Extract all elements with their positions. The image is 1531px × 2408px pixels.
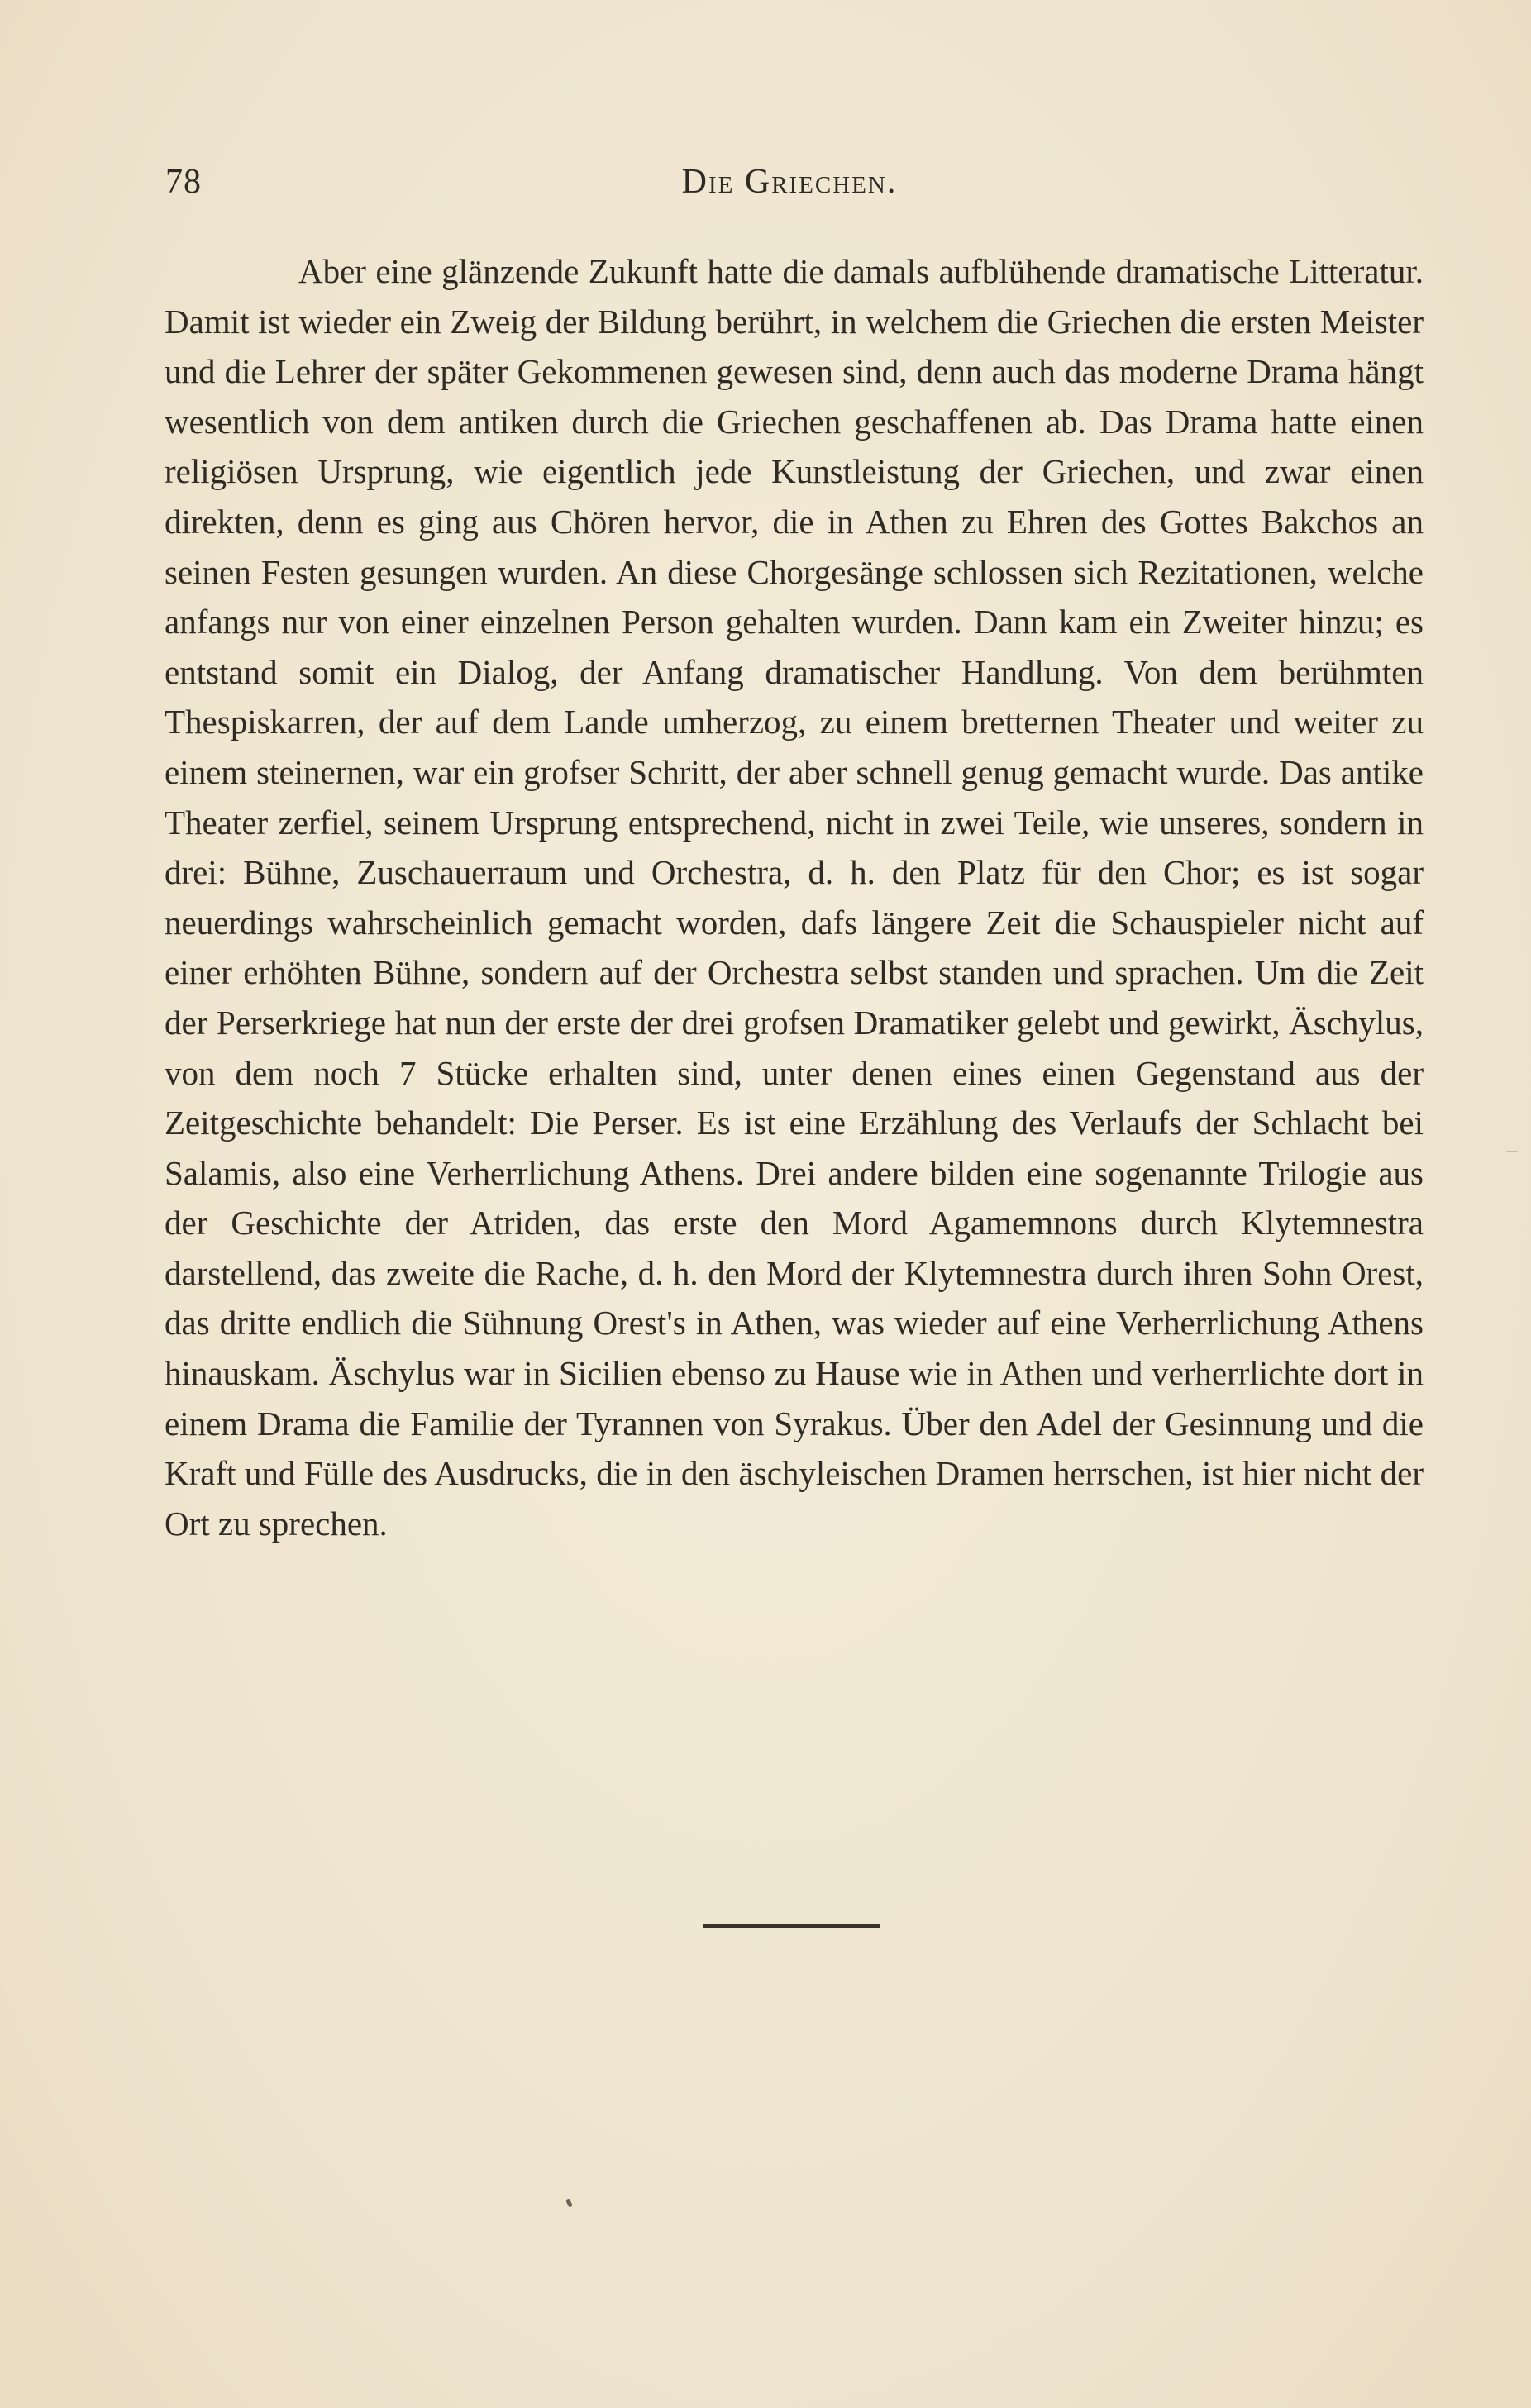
page-number: 78 [165,163,202,201]
end-rule [703,1924,880,1928]
body-paragraph: Aber eine glänzende Zukunft hatte die damals aufblühende dramatische Litteratur. Damit ist wieder ein Zweig der Bildung berührt, in welchem die Griechen die ersten Meister und die Lehrer der später Gekommenen gewesen sind, denn auch das moderne Drama hängt wesentlich von dem antiken durch die Griechen geschaffenen ab. Das Drama hatte einen religiösen Ursprung, wie eigentlich jede Kunstleistung der Griechen, und zwar einen direkten, denn es ging aus Chören hervor, die in Athen zu Ehren des Gottes Bakchos an seinen Festen gesungen wurden. An diese Chorgesänge schlossen sich Rezitationen, welche anfangs nur von einer einzelnen Person gehalten wurden. Dann kam ein Zweiter hinzu; es entstand somit ein Dialog, der Anfang dramatischer Handlung. Von dem berühmten Thespiskarren, der auf dem Lande umherzog, zu einem bretternen Theater und weiter zu einem steinernen, war ein grofser Schritt, der aber schnell genug gemacht wurde. Das antike Theater zerfiel, seinem Ursprung entsprechend, nicht in zwei Teile, wie unseres, sondern in drei: Bühne, Zuschauerraum und Orchestra, d. h. den Platz für den Chor; es ist sogar neuerdings wahrscheinlich gemacht worden, dafs längere Zeit die Schauspieler nicht auf einer erhöhten Bühne, sondern auf der Orchestra selbst standen und sprachen. Um die Zeit der Perserkriege hat nun der erste der drei grofsen Dramatiker gelebt und gewirkt, Äschylus, von dem noch 7 Stücke erhalten sind, unter denen eines einen Gegenstand aus der Zeitgeschichte behandelt: Die Perser. Es ist eine Erzählung des Verlaufs der Schlacht bei Salamis, also eine Verherrlichung Athens. Drei andere bilden eine sogenannte Trilogie aus der Geschichte der Atriden, das erste den Mord Agamemnons durch Klytemnestra darstellend, das zweite die Rache, d. h. den Mord der Klytemnestra durch ihren Sohn Orest, das dritte endlich die Sühnung Orest's in Athen, was wieder auf eine Verherrlichung Athens hinauskam. Äschylus war in Sicilien ebenso zu Hause wie in Athen und verherrlichte dort in einem Drama die Familie der Tyrannen von Syrakus. Über den Adel der Gesinnung und die Kraft und Fülle des Ausdrucks, die in den äschyleischen Dramen herrschen, ist hier nicht der Ort zu sprechen. [165,252,1424,1543]
paper-speck [565,2198,573,2207]
margin-mark [1506,1151,1518,1152]
page-header [165,162,1422,220]
running-title: Die Griechen. [681,163,898,201]
